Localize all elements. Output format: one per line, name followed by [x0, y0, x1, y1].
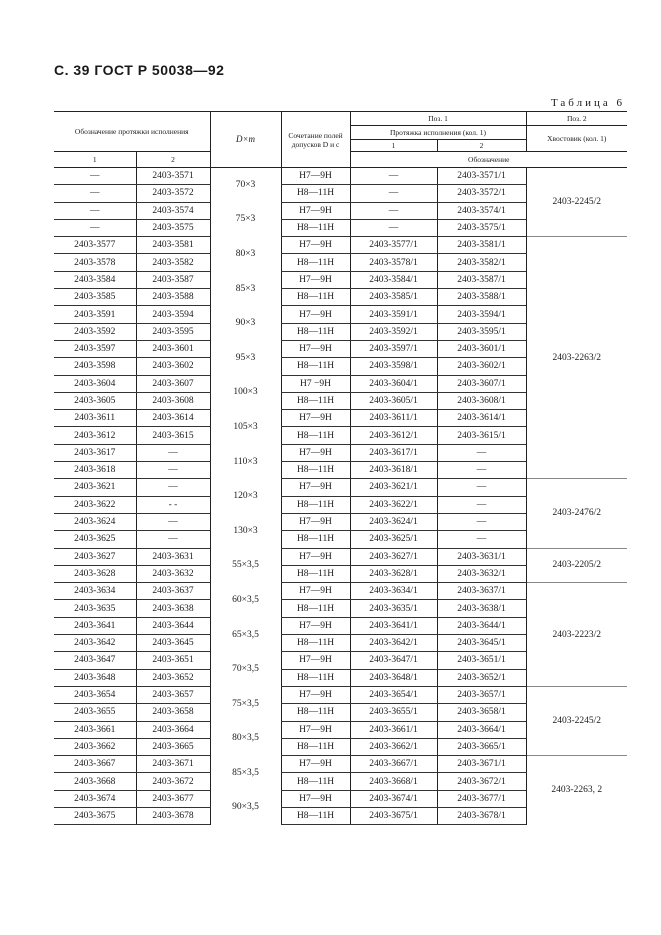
cell-pos1-col1: 2403-3622/1 [350, 496, 437, 513]
cell-version2: 2403-3581 [136, 237, 210, 254]
header-tolerances [281, 112, 350, 168]
cell-version2: — [136, 513, 210, 530]
header-pos2: Поз. 2 [526, 112, 627, 126]
cell-pos1-col2: 2403-3658/1 [437, 704, 526, 721]
cell-version1: — [54, 168, 136, 185]
header-col2: 2 [136, 152, 210, 168]
cell-pos1-col1: 2403-3625/1 [350, 531, 437, 548]
cell-pos1-col2: 2403-3575/1 [437, 219, 526, 236]
cell-pos1-col2: 2403-3587/1 [437, 271, 526, 288]
cell-dxm: 120×3 [210, 479, 281, 514]
cell-version1: 2403-3618 [54, 462, 136, 479]
cell-pos1-col2: — [437, 479, 526, 496]
cell-pos1-col1: — [350, 219, 437, 236]
cell-pos1-col2: 2403-3582/1 [437, 254, 526, 271]
cell-dxm: 75×3,5 [210, 686, 281, 721]
cell-version1: 2403-3592 [54, 323, 136, 340]
cell-pos1-col1: — [350, 185, 437, 202]
cell-version1: 2403-3647 [54, 652, 136, 669]
cell-version2: 2403-3594 [136, 306, 210, 323]
cell-version2: 2403-3645 [136, 635, 210, 652]
cell-pos1-col2: 2403-3677/1 [437, 790, 526, 807]
cell-pos1-col1: 2403-3584/1 [350, 271, 437, 288]
cell-dxm: 70×3 [210, 168, 281, 203]
header-dxm: D×m [210, 112, 281, 168]
cell-pos1-col1: 2403-3674/1 [350, 790, 437, 807]
cell-version1: 2403-3667 [54, 756, 136, 773]
cell-tolerance: H7—9H [281, 168, 350, 185]
cell-pos1-col1: — [350, 202, 437, 219]
cell-tolerance: H7—9H [281, 652, 350, 669]
cell-version2: 2403-3587 [136, 271, 210, 288]
cell-version1: 2403-3577 [54, 237, 136, 254]
cell-tolerance: H8—11H [281, 323, 350, 340]
cell-version1: 2403-3612 [54, 427, 136, 444]
cell-tolerance: H8—11H [281, 600, 350, 617]
cell-version1: 2403-3662 [54, 738, 136, 755]
cell-pos1-col2: 2403-3644/1 [437, 617, 526, 634]
cell-version2: 2403-3631 [136, 548, 210, 565]
cell-version2: 2403-3632 [136, 565, 210, 582]
cell-version1: 2403-3621 [54, 479, 136, 496]
cell-tolerance: H8—11H [281, 289, 350, 306]
cell-tolerance: H8—11H [281, 531, 350, 548]
cell-version1: 2403-3597 [54, 340, 136, 357]
cell-pos1-col1: 2403-3597/1 [350, 340, 437, 357]
cell-tolerance: H7—9H [281, 617, 350, 634]
cell-pos1-col2: 2403-3638/1 [437, 600, 526, 617]
cell-shank: 2403-2263, 2 [526, 756, 627, 825]
cell-version2: — [136, 479, 210, 496]
table-row [54, 756, 627, 773]
header-sub2: 2 [437, 140, 526, 152]
cell-tolerance: H7—9H [281, 548, 350, 565]
cell-pos1-col1: 2403-3635/1 [350, 600, 437, 617]
cell-tolerance: H7—9H [281, 271, 350, 288]
table-row [54, 686, 627, 703]
cell-pos1-col2: 2403-3614/1 [437, 410, 526, 427]
cell-tolerance: H7—9H [281, 583, 350, 600]
cell-pos1-col2: 2403-3615/1 [437, 427, 526, 444]
cell-pos1-col2: 2403-3588/1 [437, 289, 526, 306]
cell-tolerance: H8—11H [281, 185, 350, 202]
cell-version1: 2403-3642 [54, 635, 136, 652]
cell-tolerance: H8—11H [281, 392, 350, 409]
cell-version2: 2403-3651 [136, 652, 210, 669]
cell-version2: 2403-3614 [136, 410, 210, 427]
cell-tolerance: H8—11H [281, 704, 350, 721]
cell-version2: 2403-3574 [136, 202, 210, 219]
table-row [54, 479, 627, 496]
cell-pos1-col2: 2403-3665/1 [437, 738, 526, 755]
cell-version1: 2403-3655 [54, 704, 136, 721]
cell-pos1-col1: 2403-3604/1 [350, 375, 437, 392]
cell-pos1-col1: 2403-3618/1 [350, 462, 437, 479]
page-header: С. 39 ГОСТ Р 50038—92 [54, 62, 225, 78]
cell-pos1-col2: 2403-3607/1 [437, 375, 526, 392]
cell-dxm: 70×3,5 [210, 652, 281, 687]
cell-pos1-col2: 2403-3602/1 [437, 358, 526, 375]
cell-dxm: 85×3,5 [210, 756, 281, 791]
cell-pos1-col1: 2403-3591/1 [350, 306, 437, 323]
cell-version2: 2403-3658 [136, 704, 210, 721]
cell-version1: 2403-3668 [54, 773, 136, 790]
cell-version1: 2403-3605 [54, 392, 136, 409]
cell-version2: 2403-3678 [136, 807, 210, 824]
cell-pos1-col2: 2403-3652/1 [437, 669, 526, 686]
header-shank: Хвостовик (кол. 1) [526, 126, 627, 152]
cell-dxm: 80×3,5 [210, 721, 281, 756]
cell-pos1-col2: 2403-3672/1 [437, 773, 526, 790]
cell-pos1-col1: 2403-3667/1 [350, 756, 437, 773]
cell-version1: 2403-3654 [54, 686, 136, 703]
cell-version1: — [54, 219, 136, 236]
cell-pos1-col1: 2403-3648/1 [350, 669, 437, 686]
cell-pos1-col2: — [437, 496, 526, 513]
cell-tolerance: H7—9H [281, 444, 350, 461]
cell-dxm: 75×3 [210, 202, 281, 237]
header-designation: Обозначение протяжки исполнения [54, 112, 210, 152]
cell-dxm: 100×3 [210, 375, 281, 410]
cell-pos1-col2: 2403-3574/1 [437, 202, 526, 219]
cell-version2: 2403-3671 [136, 756, 210, 773]
cell-shank: 2403-2223/2 [526, 583, 627, 687]
cell-tolerance: H7—9H [281, 513, 350, 530]
cell-tolerance: H7—9H [281, 306, 350, 323]
cell-pos1-col2: 2403-3595/1 [437, 323, 526, 340]
cell-pos1-col1: 2403-3654/1 [350, 686, 437, 703]
header-oboz: Обозначение [350, 152, 627, 168]
header-col1: 1 [54, 152, 136, 168]
cell-version1: — [54, 185, 136, 202]
cell-version1: — [54, 202, 136, 219]
cell-tolerance: H8—11H [281, 635, 350, 652]
cell-pos1-col2: — [437, 513, 526, 530]
cell-tolerance: H8—11H [281, 462, 350, 479]
cell-version1: 2403-3635 [54, 600, 136, 617]
table-caption: Таблица 6 [550, 97, 625, 109]
header-broach-version: Протяжка исполнения (кол. 1) [350, 126, 526, 140]
cell-pos1-col1: 2403-3592/1 [350, 323, 437, 340]
cell-pos1-col2: 2403-3571/1 [437, 168, 526, 185]
cell-dxm: 90×3 [210, 306, 281, 341]
header-tolerances-text: Сочетание полей допусков D и c [288, 130, 343, 149]
cell-version2: 2403-3595 [136, 323, 210, 340]
cell-version1: 2403-3591 [54, 306, 136, 323]
cell-version2: 2403-3607 [136, 375, 210, 392]
cell-dxm: 55×3,5 [210, 548, 281, 583]
cell-pos1-col1: 2403-3578/1 [350, 254, 437, 271]
cell-pos1-col1: 2403-3668/1 [350, 773, 437, 790]
cell-version1: 2403-3648 [54, 669, 136, 686]
cell-shank: 2403-2245/2 [526, 686, 627, 755]
cell-version1: 2403-3578 [54, 254, 136, 271]
cell-pos1-col1: 2403-3647/1 [350, 652, 437, 669]
cell-version2: 2403-3664 [136, 721, 210, 738]
cell-version2: 2403-3677 [136, 790, 210, 807]
cell-pos1-col2: 2403-3645/1 [437, 635, 526, 652]
cell-pos1-col1: 2403-3634/1 [350, 583, 437, 600]
cell-dxm: 60×3,5 [210, 583, 281, 618]
cell-pos1-col1: 2403-3621/1 [350, 479, 437, 496]
cell-tolerance: H8—11H [281, 358, 350, 375]
cell-dxm: 105×3 [210, 410, 281, 445]
cell-tolerance: H8—11H [281, 496, 350, 513]
cell-version2: 2403-3601 [136, 340, 210, 357]
cell-version1: 2403-3641 [54, 617, 136, 634]
cell-version1: 2403-3598 [54, 358, 136, 375]
cell-version1: 2403-3627 [54, 548, 136, 565]
cell-dxm: 130×3 [210, 513, 281, 548]
cell-version2: 2403-3637 [136, 583, 210, 600]
cell-version1: 2403-3634 [54, 583, 136, 600]
cell-tolerance: H8—11H [281, 807, 350, 824]
cell-pos1-col1: 2403-3628/1 [350, 565, 437, 582]
cell-tolerance: H8—11H [281, 254, 350, 271]
cell-version2: — [136, 444, 210, 461]
cell-version1: 2403-3624 [54, 513, 136, 530]
cell-version2: — [136, 531, 210, 548]
data-table [54, 111, 627, 825]
cell-tolerance: H8—11H [281, 738, 350, 755]
cell-pos1-col1: 2403-3661/1 [350, 721, 437, 738]
cell-pos1-col2: 2403-3601/1 [437, 340, 526, 357]
table-row [54, 237, 627, 254]
cell-pos1-col1: 2403-3598/1 [350, 358, 437, 375]
cell-tolerance: H8—11H [281, 427, 350, 444]
cell-shank: 2403-2476/2 [526, 479, 627, 548]
cell-shank: 2403-2263/2 [526, 237, 627, 479]
cell-version2: 2403-3571 [136, 168, 210, 185]
cell-version2: 2403-3608 [136, 392, 210, 409]
header-sub1: 1 [350, 140, 437, 152]
cell-pos1-col2: — [437, 462, 526, 479]
cell-pos1-col2: — [437, 531, 526, 548]
cell-pos1-col2: 2403-3608/1 [437, 392, 526, 409]
cell-pos1-col1: 2403-3612/1 [350, 427, 437, 444]
cell-pos1-col2: 2403-3637/1 [437, 583, 526, 600]
cell-pos1-col1: 2403-3627/1 [350, 548, 437, 565]
cell-tolerance: H7—9H [281, 721, 350, 738]
cell-version2: 2403-3652 [136, 669, 210, 686]
cell-pos1-col2: 2403-3632/1 [437, 565, 526, 582]
cell-version2: - - [136, 496, 210, 513]
cell-tolerance: H7—9H [281, 237, 350, 254]
cell-pos1-col1: 2403-3605/1 [350, 392, 437, 409]
cell-version2: 2403-3588 [136, 289, 210, 306]
cell-version2: 2403-3575 [136, 219, 210, 236]
cell-tolerance: H7—9H [281, 202, 350, 219]
cell-tolerance: H7—9H [281, 790, 350, 807]
cell-tolerance: H7—9H [281, 410, 350, 427]
table-row [54, 168, 627, 185]
cell-version2: 2403-3582 [136, 254, 210, 271]
cell-pos1-col2: 2403-3581/1 [437, 237, 526, 254]
cell-version2: 2403-3602 [136, 358, 210, 375]
cell-version2: 2403-3644 [136, 617, 210, 634]
cell-tolerance: H7 −9H [281, 375, 350, 392]
cell-pos1-col2: 2403-3594/1 [437, 306, 526, 323]
cell-pos1-col2: — [437, 444, 526, 461]
cell-tolerance: H7—9H [281, 479, 350, 496]
cell-pos1-col2: 2403-3671/1 [437, 756, 526, 773]
cell-tolerance: H7—9H [281, 340, 350, 357]
cell-pos1-col1: 2403-3655/1 [350, 704, 437, 721]
table-row [54, 583, 627, 600]
cell-shank: 2403-2205/2 [526, 548, 627, 583]
table-row [54, 548, 627, 565]
table-body [54, 168, 627, 825]
cell-version1: 2403-3675 [54, 807, 136, 824]
cell-pos1-col2: 2403-3664/1 [437, 721, 526, 738]
cell-version1: 2403-3628 [54, 565, 136, 582]
cell-tolerance: H8—11H [281, 219, 350, 236]
cell-tolerance: H8—11H [281, 669, 350, 686]
cell-pos1-col2: 2403-3651/1 [437, 652, 526, 669]
cell-pos1-col2: 2403-3657/1 [437, 686, 526, 703]
cell-version1: 2403-3617 [54, 444, 136, 461]
cell-dxm: 80×3 [210, 237, 281, 272]
cell-version2: 2403-3672 [136, 773, 210, 790]
cell-tolerance: H8—11H [281, 773, 350, 790]
cell-pos1-col1: 2403-3624/1 [350, 513, 437, 530]
cell-version1: 2403-3584 [54, 271, 136, 288]
cell-dxm: 90×3,5 [210, 790, 281, 825]
header-pos1: Поз. 1 [350, 112, 526, 126]
cell-version1: 2403-3625 [54, 531, 136, 548]
cell-pos1-col1: 2403-3642/1 [350, 635, 437, 652]
cell-pos1-col1: — [350, 168, 437, 185]
cell-version2: 2403-3657 [136, 686, 210, 703]
cell-version2: 2403-3615 [136, 427, 210, 444]
cell-tolerance: H8—11H [281, 565, 350, 582]
cell-dxm: 65×3,5 [210, 617, 281, 652]
cell-dxm: 95×3 [210, 340, 281, 375]
cell-version1: 2403-3611 [54, 410, 136, 427]
cell-pos1-col2: 2403-3678/1 [437, 807, 526, 824]
cell-pos1-col2: 2403-3572/1 [437, 185, 526, 202]
cell-pos1-col1: 2403-3662/1 [350, 738, 437, 755]
cell-dxm: 85×3 [210, 271, 281, 306]
cell-pos1-col1: 2403-3611/1 [350, 410, 437, 427]
cell-dxm: 110×3 [210, 444, 281, 479]
cell-pos1-col1: 2403-3641/1 [350, 617, 437, 634]
cell-pos1-col2: 2403-3631/1 [437, 548, 526, 565]
cell-pos1-col1: 2403-3577/1 [350, 237, 437, 254]
cell-tolerance: H7—9H [281, 686, 350, 703]
cell-version1: 2403-3661 [54, 721, 136, 738]
cell-pos1-col1: 2403-3585/1 [350, 289, 437, 306]
cell-pos1-col1: 2403-3675/1 [350, 807, 437, 824]
cell-version2: 2403-3638 [136, 600, 210, 617]
cell-version1: 2403-3585 [54, 289, 136, 306]
cell-version2: 2403-3665 [136, 738, 210, 755]
cell-version1: 2403-3622 [54, 496, 136, 513]
cell-tolerance: H7—9H [281, 756, 350, 773]
cell-shank: 2403-2245/2 [526, 168, 627, 237]
cell-version2: — [136, 462, 210, 479]
cell-version1: 2403-3674 [54, 790, 136, 807]
cell-version1: 2403-3604 [54, 375, 136, 392]
cell-pos1-col1: 2403-3617/1 [350, 444, 437, 461]
cell-version2: 2403-3572 [136, 185, 210, 202]
